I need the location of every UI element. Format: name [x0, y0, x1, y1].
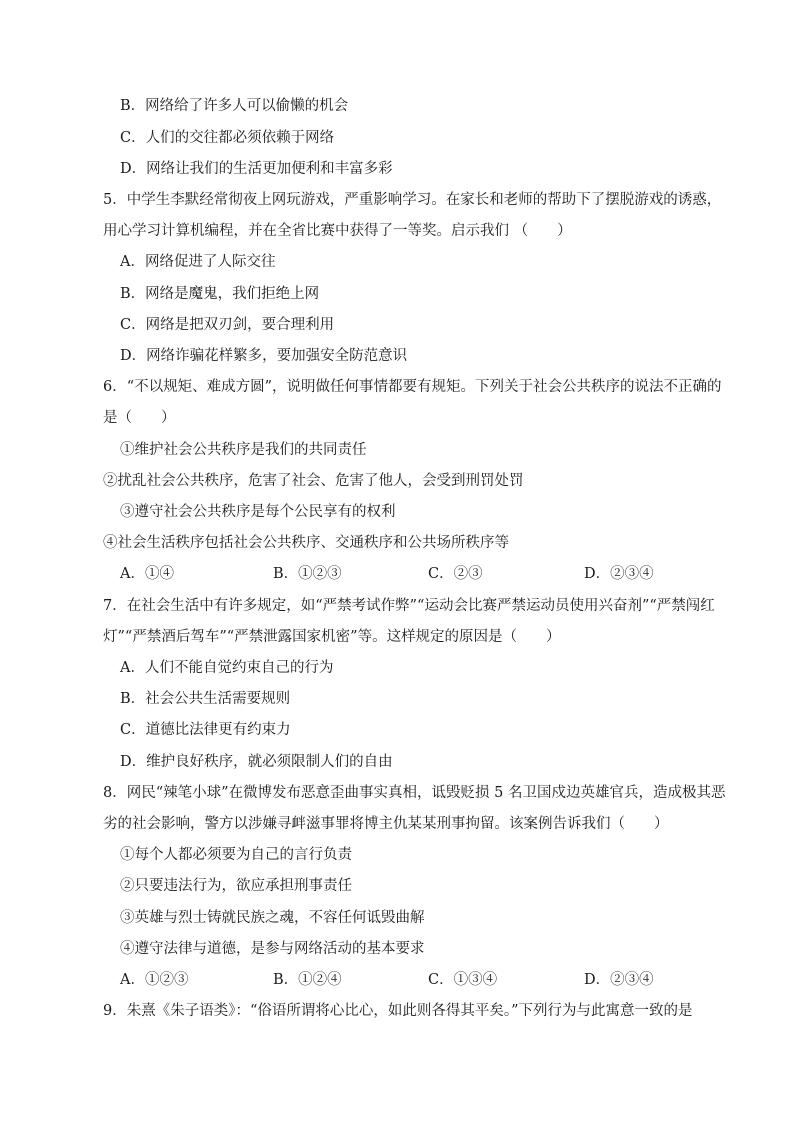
q5-option-a: A．网络促进了人际交往: [120, 254, 276, 270]
q6-choice-d: D．②③④: [584, 566, 654, 582]
q7-option-a: A．人们不能自觉约束自己的行为: [120, 660, 334, 676]
q4-option-d: D．网络让我们的生活更加便利和丰富多彩: [120, 161, 393, 177]
q5-stem-line2: 用心学习计算机编程，并在全省比赛中获得了一等奖。启示我们 （ ）: [103, 223, 572, 239]
q8-statement-3: ③英雄与烈士铸就民族之魂，不容任何诋毁曲解: [120, 910, 425, 926]
q7-option-c: C．道德比法律更有约束力: [120, 722, 291, 738]
q6-statement-3: ③遵守社会公共秩序是每个公民享有的权利: [120, 504, 396, 520]
q8-statement-2: ②只要违法行为，欲应承担刑事责任: [120, 878, 352, 894]
q8-choice-b: B．①②④: [273, 972, 342, 988]
q6-statement-2: ②扰乱社会公共秩序，危害了社会、危害了他人，会受到刑罚处罚: [103, 473, 524, 489]
q6-choice-a: A．①④: [120, 566, 174, 582]
q5-option-b: B．网络是魔鬼，我们拒绝上网: [120, 286, 320, 302]
q7-option-d: D．维护良好秩序，就必须限制人们的自由: [120, 754, 393, 770]
q8-statement-4: ④遵守法律与道德，是参与网络活动的基本要求: [120, 941, 425, 957]
q6-stem-line1: 6．“不以规矩、难成方圆”，说明做任何事情都要有规矩。下列关于社会公共秩序的说法不正确的: [103, 379, 722, 395]
q7-stem-line2: 灯”“严禁酒后驾车”“严禁泄露国家机密”等。这样规定的原因是（ ）: [103, 629, 561, 645]
q7-stem-line1: 7．在社会生活中有许多规定，如“严禁考试作弊”“运动会比赛严禁运动员使用兴奋剂”“严禁闯红: [103, 598, 715, 614]
q4-option-b: B．网络给了许多人可以偷懒的机会: [120, 98, 349, 114]
q4-option-c: C．人们的交往都必须依赖于网络: [120, 130, 335, 146]
q8-choice-c: C．①③④: [428, 972, 498, 988]
q8-statement-1: ①每个人都必须要为自己的言行负责: [120, 847, 352, 863]
q6-statement-4: ④社会生活秩序包括社会公共秩序、交通秩序和公共场所秩序等: [103, 535, 509, 551]
q7-option-b: B．社会公共生活需要规则: [120, 691, 291, 707]
q8-choice-a: A．①②③: [120, 972, 189, 988]
q9-stem-line1: 9．朱熹《朱子语类》：“俗语所谓将心比心，如此则各得其平矣。”下列行为与此寓意一致的是: [103, 1003, 693, 1019]
q8-choice-d: D．②③④: [584, 972, 654, 988]
q5-stem-line1: 5．中学生李默经常彻夜上网玩游戏，严重影响学习。在家长和老师的帮助下了摆脱游戏的诱惑，: [103, 192, 722, 208]
q5-option-d: D．网络诈骗花样繁多，要加强安全防范意识: [120, 348, 408, 364]
q6-choice-c: C．②③: [428, 566, 483, 582]
q5-option-c: C．网络是把双刃剑，要合理利用: [120, 317, 335, 333]
q8-stem-line2: 劣的社会影响，警方以涉嫌寻衅滋事罪将博主仇某某刑事拘留。该案例告诉我们（ ）: [103, 816, 669, 832]
q6-statement-1: ①维护社会公共秩序是我们的共同责任: [120, 442, 367, 458]
q8-stem-line1: 8．网民“辣笔小球”在微博发布恶意歪曲事实真相，诋毁贬损 5 名卫国戍边英雄官兵，造成极其恶: [103, 785, 726, 801]
q6-stem-line2: 是（ ）: [103, 410, 176, 426]
q6-choice-b: B．①②③: [273, 566, 342, 582]
